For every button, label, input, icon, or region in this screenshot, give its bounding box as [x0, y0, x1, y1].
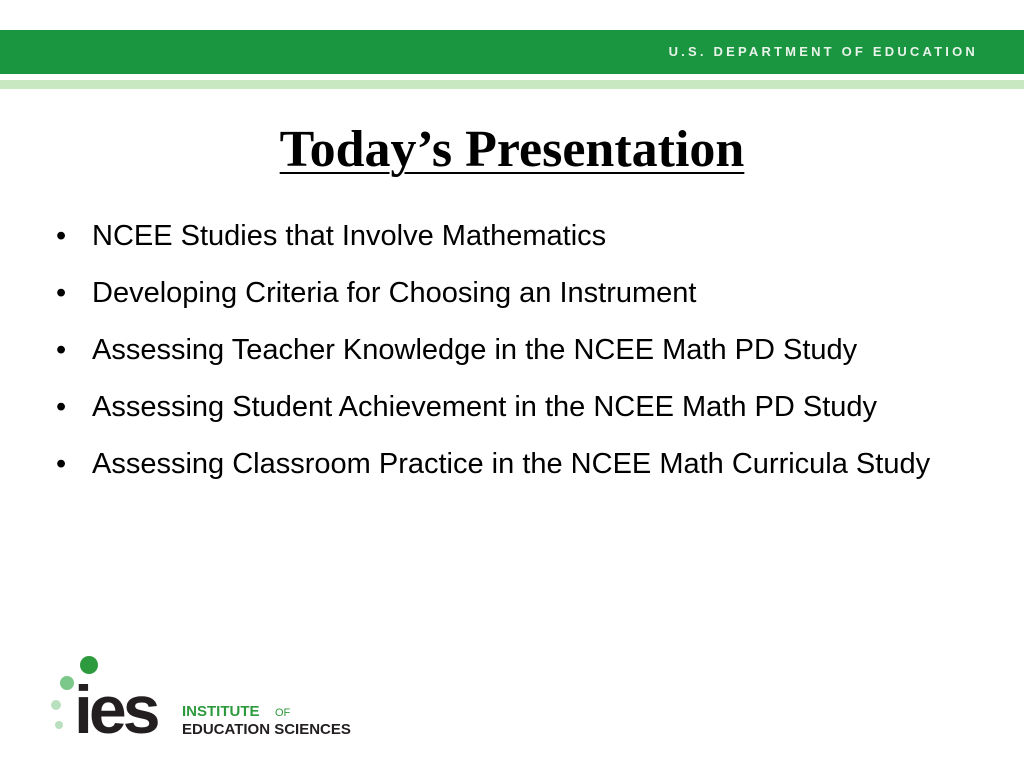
header-stripe	[0, 80, 1024, 89]
bullet-dot-icon: •	[56, 220, 67, 252]
bullet-item	[56, 326, 956, 374]
logo-institute-text: INSTITUTE	[182, 703, 260, 720]
logo-education-sciences-text: EDUCATION SCIENCES	[182, 721, 351, 738]
bullet-list	[56, 212, 956, 497]
bullet-dot-icon: •	[56, 334, 67, 366]
svg-text:EDUCATION SCIENCES	[182, 721, 351, 738]
header-bar	[0, 30, 1024, 74]
bullet-dot-icon: •	[56, 448, 67, 480]
logo-dot-tiny-icon	[55, 721, 63, 729]
bullet-dot-icon: •	[56, 277, 67, 309]
department-label: U.S. DEPARTMENT OF EDUCATION	[668, 44, 978, 59]
bullet-text: NCEE Studies that Involve Mathematics	[92, 220, 607, 252]
bullet-item	[56, 440, 956, 488]
slide-title: Today’s Presentation	[279, 121, 745, 178]
logo-dot-medium-icon	[60, 676, 74, 690]
logo-of-text: OF	[275, 707, 291, 719]
bullet-item	[56, 269, 956, 317]
ies-logo	[48, 655, 378, 745]
bullet-text: Assessing Teacher Knowledge in the NCEE Math PD Study	[92, 334, 858, 366]
bullet-text: Assessing Classroom Practice in the NCEE Math Curricula Study	[92, 448, 931, 480]
svg-text:OF	[275, 707, 291, 719]
logo-mark: ies	[74, 672, 157, 745]
logo-dot-small-icon	[51, 700, 61, 710]
bullet-item	[56, 383, 956, 431]
bullet-text: Assessing Student Achievement in the NCEE Math PD Study	[92, 391, 878, 423]
bullet-dot-icon: •	[56, 391, 67, 423]
svg-text:INSTITUTE	[182, 703, 260, 720]
bullet-text: Developing Criteria for Choosing an Instrument	[92, 277, 697, 309]
bullet-item	[56, 212, 956, 260]
